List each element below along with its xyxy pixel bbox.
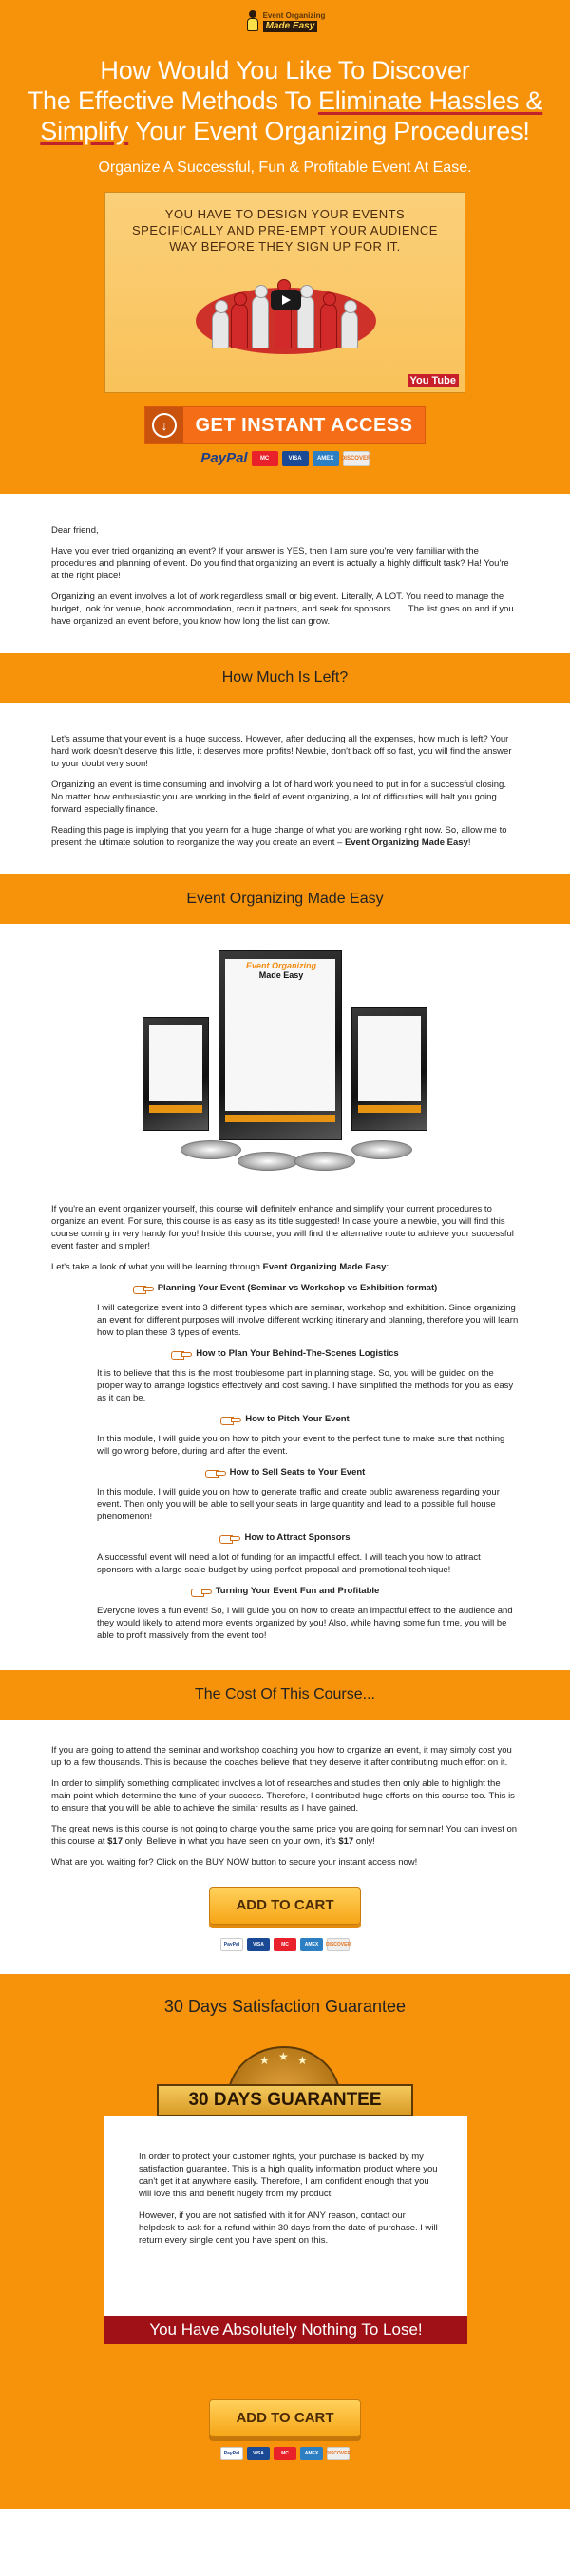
intro-paragraph-1: Have you ever tried organizing an event? If your answer is YES, then I am sure you're very familiar with the procedures and planning of event. Do you find that organizing an event is actually a highly difficult task? Ha! You're at the right place! [51,546,509,581]
module-description: In this module, I will guide you on how to pitch your event to the perfect tune to make sure that nothing will go wrong before, during and after the event. [97,1434,505,1457]
payment-methods [0,1938,570,1951]
hero-section [0,0,570,494]
section-band-product [0,874,570,924]
pointing-hand-icon [219,1532,238,1544]
amex-icon: AMEX [300,1938,323,1951]
pointing-hand-icon [133,1283,152,1294]
paragraph: In order to protect your customer rights, your purchase is backed by my satisfaction guarantee. This is a high quality information product where you can't get it at anywhere easily. Therefore, I am confident enough that you will love this and benefit hugely from my product! [139,2152,438,2199]
paragraph: In order to simplify something complicated involves a lot of researches and studies then only able to highlight the main point which determine the tune of your success. Therefore, I contributed huge efforts on this course too. This is to ensure that you will be able to achieve the similar results as I have gained. [51,1778,515,1814]
pointing-hand-icon [171,1348,190,1360]
payment-methods [0,450,570,466]
video-caption-line3: WAY BEFORE THEY SIGN UP FOR IT. [169,239,401,254]
module-heading [51,1532,519,1544]
paragraph [51,824,519,849]
module-description: I will categorize event into 3 different types which are seminar, workshop and exhibition. Since organizing an event for different purposes will involve different working itinerary and planning, therefore you will learn how to plan these 3 types of events. [97,1303,519,1338]
section-title: Event Organizing Made Easy [186,891,384,907]
visa-icon: VISA [247,1938,270,1951]
intro-section [51,494,519,653]
product-box-right [352,1007,428,1131]
headline-line2b: Eliminate Hassles & [317,86,543,115]
module-title: Turning Your Event Fun and Profitable [215,1586,380,1596]
headline-line3b: Your Event Organizing Procedures! [128,117,530,145]
module-title: Planning Your Event (Seminar vs Workshop vs Exhibition format) [157,1283,438,1293]
paragraph: Organizing an event is time consuming and involving a lot of hard work you need to put in for a successful closing. No matter how enthusiastic you are working in the field of event organizing, a lot of difficulties will halt you going forward especially finance. [51,780,506,815]
module-item [51,1467,519,1523]
module-description: In this module, I will guide you on how to generate traffic and create public awareness regarding your event. Then only you will be able to sell your seats in large quantity and lead to a possible full house phenomenon! [97,1487,500,1522]
price-bold: $17 [107,1836,123,1847]
paypal-icon: PayPal [220,1938,243,1951]
instant-access-label: GET INSTANT ACCESS [195,414,413,436]
price-bold: $17 [338,1836,354,1847]
paragraph-text: only! Believe in what you have seen on your own, it's [123,1836,339,1847]
paragraph: Let's assume that your event is a huge success. However, after deducting all the expenses, how much is left? Your hard work doesn't deserve this little, it deserves more profits! Newbie, don't back off so fast, you will find the answer to your doubt very soon! [51,734,512,769]
disc-icon [294,1152,355,1171]
amex-icon: AMEX [313,451,339,466]
section-band-cost [0,1670,570,1720]
site-logo[interactable] [245,6,326,38]
intro-paragraph-2: Organizing an event involves a lot of work regardless small or big event. Literally, A LOT. You need to manage the budget, look for venue, book accommodation, recruit partners, and seek for sponsors...... The list goes on and if you have organized an event before, you know how long the list can grow. [51,592,514,627]
product-box-left [142,1017,209,1131]
module-description: A successful event will need a lot of funding for an impactful effect. I will teach you how to attract sponsors with a large scale budget by using perfect proposal and promotional technique! [97,1552,481,1575]
box-title-a: Event Organizing [245,961,316,970]
paragraph-end: only! [353,1836,375,1847]
module-description: It is to believe that this is the most troublesome part in planning stage. So, you will be guided on the proper way to arrange logistics effectively and cost saving. I have simplified the methods for you as easy as it can be. [97,1368,514,1403]
star-icon: ★ [278,2050,289,2063]
youtube-logo[interactable]: You Tube [408,374,459,387]
visa-icon: VISA [247,2447,270,2460]
paragraph: If you're an event organizer yourself, this course will definitely enhance and simplify your current procedures to organize an event. For sure, this course is as easy as its title suggested! In case you're a newbie, you will find this course coming in very handy for you! Inside this course, you will find the alternative route to achieve your successful event faster and simpler! [51,1204,514,1251]
discover-icon: DISCOVER [327,2447,350,2460]
module-heading [51,1586,519,1597]
mastercard-icon: MC [274,2447,296,2460]
paragraph-end: ! [467,837,471,848]
paragraph [51,1261,519,1273]
module-item [51,1586,519,1642]
logo-line1: Event Organizing [262,11,326,20]
mastercard-icon: MC [252,451,278,466]
discover-icon: DISCOVER [343,451,370,466]
guarantee-title: 30 Days Satisfaction Guarantee [163,1997,407,2016]
module-heading [51,1467,519,1478]
nothing-to-lose-banner: You Have Absolutely Nothing To Lose! [104,2316,467,2344]
star-icon: ★ [259,2054,270,2067]
section-title: How Much Is Left? [221,669,349,686]
product-box-main [218,950,342,1140]
greeting: Dear friend, [51,525,99,536]
paypal-logo: PayPal [200,450,248,466]
audience-people-icon [210,276,362,348]
cost-section [51,1720,519,1887]
paragraph-text: The great news is this course is not going to charge you the same price you are going for seminar! You can invest on this course at [51,1824,518,1847]
video-caption-line2: SPECIFICALLY AND PRE-EMPT YOUR AUDIENCE [132,223,438,237]
mascot-icon [245,10,260,33]
disc-icon [352,1140,412,1159]
paragraph: However, if you are not satisfied with it for ANY reason, contact our helpdesk to ask for a refund within 30 days from the date of purchase. I will return every single cent you have spent on this. [139,2210,438,2246]
logo-line2: Made Easy [263,21,318,32]
paragraph-text: Reading this page is implying that you yearn for a huge change of what you are working right now. So, allow me to present the ultimate solution to reorganize the way you create an event – [51,825,507,848]
module-item [51,1348,519,1404]
add-to-cart-button[interactable]: ADD TO CART [209,2399,361,2437]
add-to-cart-button[interactable]: ADD TO CART [209,1887,361,1925]
visa-icon: VISA [282,451,309,466]
module-heading [51,1414,519,1425]
product-section [51,1203,519,1670]
video-caption-line1: YOU HAVE TO DESIGN YOUR EVENTS [164,207,406,221]
headline-line2a: The Effective Methods To [27,86,318,115]
section-band-how-much-left [0,653,570,703]
guarantee-card [104,2116,467,2344]
paypal-icon: PayPal [220,2447,243,2460]
guarantee-ribbon: 30 DAYS GUARANTEE [157,2084,413,2116]
module-item [51,1532,519,1576]
box-title-b: Made Easy [258,970,304,980]
module-heading [51,1348,519,1360]
pointing-hand-icon [205,1467,224,1478]
star-icon: ★ [297,2054,308,2067]
module-title: How to Plan Your Behind-The-Scenes Logistics [196,1348,399,1359]
hero-headline [0,55,570,146]
product-name-bold: Event Organizing Made Easy [262,1262,387,1272]
paragraph-end: : [386,1262,390,1272]
payment-methods [0,2447,570,2460]
product-name-bold: Event Organizing Made Easy [344,837,468,848]
video-caption [105,193,465,254]
amex-icon: AMEX [300,2447,323,2460]
paragraph-text: Let's take a look of what you will be learning through [51,1262,263,1272]
discover-icon: DISCOVER [327,1938,350,1951]
download-arrow-icon: ↓ [145,407,183,443]
module-item [51,1283,519,1339]
product-bundle-image [142,950,428,1188]
paragraph: What are you waiting for? Click on the BUY NOW button to secure your instant access now! [51,1857,418,1868]
how-much-left-section [51,703,519,874]
paragraph [51,1823,519,1848]
video-player[interactable] [104,192,466,393]
module-item [51,1414,519,1457]
hero-subheadline: Organize A Successful, Fun & Profitable Event At Ease. [98,160,472,176]
headline-line3a: Simplify [40,117,129,145]
guarantee-section [0,1974,570,2396]
paragraph: If you are going to attend the seminar and workshop coaching you how to organize an event, it may simply cost you up to a few thousands. This is because the coaches believe that they deserve it after contributing much effort on it. [51,1745,512,1768]
section-title: The Cost Of This Course... [195,1686,375,1702]
module-title: How to Sell Seats to Your Event [229,1467,366,1477]
module-heading [51,1283,519,1294]
play-button-icon[interactable] [271,290,301,310]
pointing-hand-icon [191,1586,210,1597]
headline-line1: How Would You Like To Discover [100,56,470,85]
disc-icon [238,1152,298,1171]
module-title: How to Attract Sponsors [244,1532,351,1543]
pointing-hand-icon [220,1414,239,1425]
add-to-cart-block [0,1887,570,1974]
mastercard-icon: MC [274,1938,296,1951]
module-title: How to Pitch Your Event [245,1414,350,1424]
final-cta-section [0,2396,570,2509]
module-list [51,1283,519,1642]
disc-icon [180,1140,241,1159]
module-description: Everyone loves a fun event! So, I will guide you on how to create an impactful effect to the audience and they would likely to attend more events organized by you! Also, while having some fun time, you will be able to profit massively from the event too! [97,1606,513,1641]
get-instant-access-button[interactable] [144,406,426,444]
